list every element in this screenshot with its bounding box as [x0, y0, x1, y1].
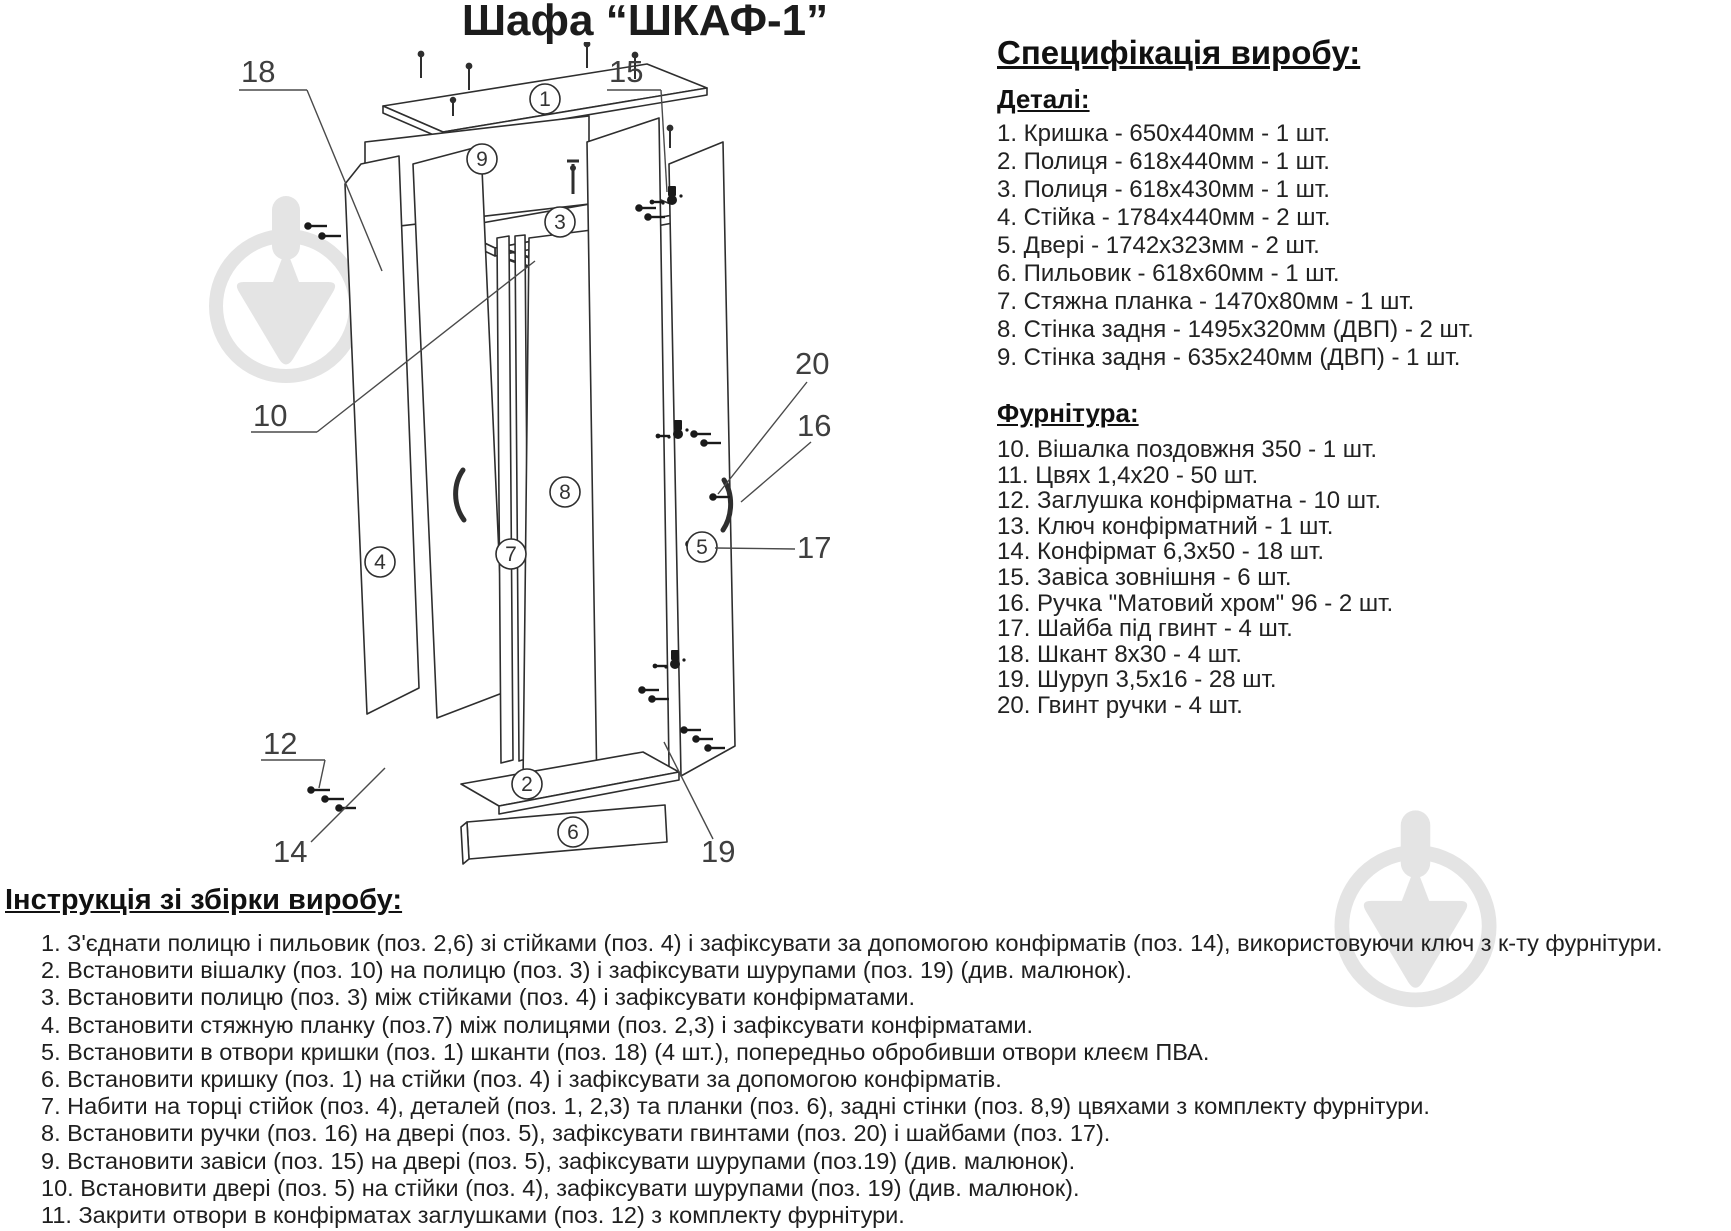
- circled-part-number: [496, 539, 526, 569]
- part-back-panel-right: [587, 118, 669, 794]
- svg-text:7: 7: [505, 543, 517, 566]
- part-label-12: [261, 726, 325, 788]
- instruction-step: 2. Встановити вішалку (поз. 10) на полицю (поз. 3) і зафіксувати шурупами (поз. 19) (див. малюнок).: [41, 957, 1132, 984]
- hardware-item: 11. Цвях 1,4х20 - 50 шт.: [997, 461, 1259, 489]
- circled-part-number: [545, 207, 575, 237]
- hardware-item: 13. Ключ конфірматний - 1 шт.: [997, 512, 1334, 540]
- instruction-step: 10. Встановити двері (поз. 5) на стійки (поз. 4), зафіксувати шурупами (поз. 19) (див. малюнок).: [41, 1174, 1080, 1201]
- svg-text:17: 17: [797, 530, 832, 565]
- svg-text:12: 12: [263, 726, 298, 761]
- part-label-14: [273, 768, 385, 869]
- detail-item: 1. Кришка - 650х440мм - 1 шт.: [997, 120, 1331, 147]
- hardware-heading: Фурнітура:: [997, 398, 1139, 428]
- circled-part-number: [558, 817, 588, 847]
- part-door-right: [669, 142, 735, 776]
- instruction-step: 9. Встановити завіси (поз. 15) на двері (поз. 5), зафіксувати шурупами (поз.19) (див. малюнок).: [41, 1147, 1076, 1174]
- svg-text:3: 3: [554, 211, 566, 234]
- hardware-item: 20. Гвинт ручки - 4 шт.: [997, 691, 1243, 719]
- part-label-16: [741, 408, 831, 502]
- hardware-item: 17. Шайба під гвинт - 4 шт.: [997, 615, 1293, 643]
- hardware-item: 12. Заглушка конфірматна - 10 шт.: [997, 487, 1382, 515]
- specification-heading: Специфікація виробу:: [997, 34, 1361, 71]
- circled-part-number: [365, 547, 395, 577]
- svg-text:4: 4: [374, 551, 386, 574]
- instruction-step: 6. Встановити кришку (поз. 1) на стійки (поз. 4) і зафіксувати за допомогою конфірматів.: [41, 1066, 1002, 1093]
- detail-item: 8. Стінка задня - 1495х320мм (ДВП) - 2 шт.: [997, 316, 1474, 343]
- circled-part-number: [530, 84, 560, 114]
- hardware-item: 18. Шкант 8х30 - 4 шт.: [997, 640, 1242, 668]
- detail-item: 4. Стійка - 1784х440мм - 2 шт.: [997, 204, 1331, 231]
- svg-text:2: 2: [521, 773, 533, 796]
- circled-part-number: [467, 144, 497, 174]
- instructions-section: [5, 884, 1727, 1229]
- page-title: Шафа “ШКАФ-1”: [461, 0, 829, 45]
- detail-item: 7. Стяжна планка - 1470х80мм - 1 шт.: [997, 288, 1415, 315]
- hardware-list: [997, 437, 1572, 719]
- hardware-item: 19. Шуруп 3,5х16 - 28 шт.: [997, 666, 1277, 694]
- instructions-list: [5, 930, 1727, 1229]
- svg-text:8: 8: [559, 481, 571, 504]
- details-list: [997, 120, 1572, 372]
- detail-item: 9. Стінка задня - 635х240мм (ДВП) - 1 шт.: [997, 344, 1461, 371]
- assembly-diagram: [215, 42, 975, 887]
- instruction-step: 3. Встановити полицю (поз. 3) між стійками (поз. 4) і зафіксувати конфірматами.: [41, 984, 916, 1011]
- instruction-step: 1. З'єднати полицю і пильовик (поз. 2,6) зі стійками (поз. 4) і зафіксувати за допомогою конфірматів (поз. 14), використовуючи ключ з к-ту фурнітури.: [41, 930, 1663, 956]
- svg-text:6: 6: [567, 821, 579, 844]
- detail-item: 2. Полиця - 618х440мм - 1 шт.: [997, 148, 1330, 175]
- svg-text:16: 16: [797, 408, 832, 443]
- hardware-item: 10. Вішалка поздовжня 350 - 1 шт.: [997, 436, 1378, 463]
- hardware-item: 16. Ручка "Матовий хром" 96 - 2 шт.: [997, 589, 1394, 617]
- instruction-step: 4. Встановити стяжную планку (поз.7) між полицями (поз. 2,3) і зафіксувати конфірматами.: [41, 1011, 1034, 1038]
- instruction-step: 8. Встановити ручки (поз. 16) на двері (поз. 5), зафіксувати гвинтами (поз. 20) і шайбами (поз. 17).: [41, 1120, 1111, 1147]
- instructions-heading: Інструкція зі збірки виробу:: [5, 884, 403, 916]
- details-heading: Деталі:: [997, 84, 1090, 114]
- svg-text:5: 5: [696, 536, 708, 559]
- instruction-step: 11. Закрити отвори в конфірматах заглушками (поз. 12) з комплекту фурнітури.: [41, 1202, 905, 1229]
- svg-text:19: 19: [701, 834, 736, 869]
- part-label-17: [715, 530, 831, 565]
- svg-text:9: 9: [476, 148, 488, 171]
- circled-part-number: [512, 769, 542, 799]
- detail-item: 3. Полиця - 618х430мм - 1 шт.: [997, 176, 1330, 203]
- svg-text:1: 1: [539, 88, 551, 111]
- hardware-item: 14. Конфірмат 6,3х50 - 18 шт.: [997, 538, 1325, 566]
- circled-part-number: [687, 532, 717, 562]
- detail-item: 5. Двері - 1742х323мм - 2 шт.: [997, 232, 1320, 259]
- specification-section: [997, 34, 1572, 719]
- svg-text:14: 14: [273, 834, 308, 869]
- svg-text:10: 10: [253, 398, 288, 433]
- svg-text:20: 20: [795, 346, 830, 381]
- instruction-step: 5. Встановити в отвори кришки (поз. 1) шканти (поз. 18) (4 шт.), попередньо обробивши отвори клеєм ПВА.: [41, 1038, 1210, 1065]
- instruction-step: 7. Набити на торці стійок (поз. 4), деталей (поз. 1, 2,3) та планки (поз. 6), задні стінки (поз. 8,9) цвяхами з комплекту фурнітури.: [41, 1093, 1430, 1120]
- hardware-item: 15. Завіса зовнішня - 6 шт.: [997, 563, 1292, 591]
- svg-text:18: 18: [241, 54, 276, 89]
- part-side-panel-left: [345, 156, 419, 714]
- circled-part-number: [550, 477, 580, 507]
- detail-item: 6. Пильовик - 618х60мм - 1 шт.: [997, 260, 1340, 287]
- svg-text:15: 15: [609, 54, 644, 89]
